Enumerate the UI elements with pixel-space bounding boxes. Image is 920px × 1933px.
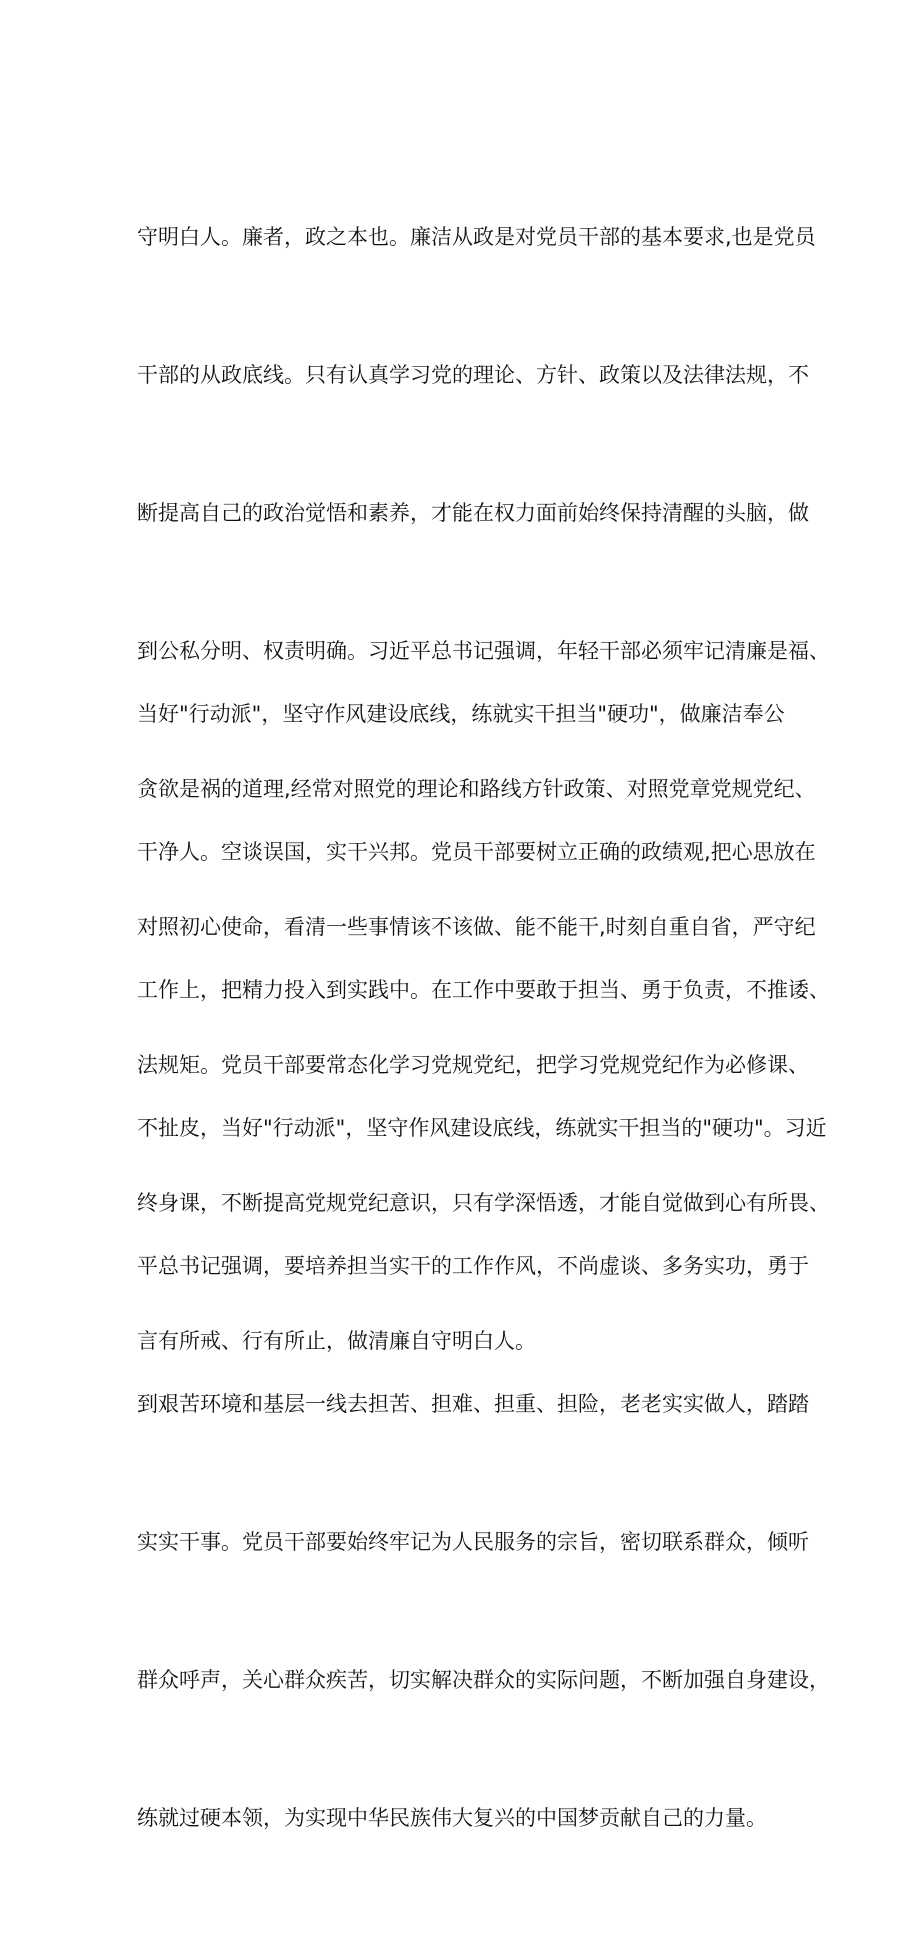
text-line: 守明白人。廉者，政之本也。廉洁从政是对党员干部的基本要求,也是党员 xyxy=(137,225,816,249)
text-line: 到艰苦环境和基层一线去担苦、担难、担重、担险，老老实实做人，踏踏 xyxy=(137,1392,809,1416)
text-line: 法规矩。党员干部要常态化学习党规党纪，把学习党规党纪作为必修课、 xyxy=(137,1053,809,1077)
text-line: 对照初心使命，看清一些事情该不该做、能不能干,时刻自重自省，严守纪 xyxy=(137,915,816,939)
text-line: 实实干事。党员干部要始终牢记为人民服务的宗旨，密切联系群众，倾听 xyxy=(137,1530,809,1554)
text-line: 不扯皮，当好"行动派"，坚守作风建设底线，练就实干担当的"硬功"。习近 xyxy=(137,1116,827,1140)
text-line: 工作上，把精力投入到实践中。在工作中要敢于担当、勇于负责，不推诿、 xyxy=(137,978,830,1002)
text-line: 断提高自己的政治觉悟和素养，才能在权力面前始终保持清醒的头脑，做 xyxy=(137,501,809,525)
text-line: 贪欲是祸的道理,经常对照党的理论和路线方针政策、对照党章党规党纪、 xyxy=(137,777,816,801)
text-line: 终身课，不断提高党规党纪意识，只有学深悟透，才能自觉做到心有所畏、 xyxy=(137,1191,830,1215)
text-line: 干部的从政底线。只有认真学习党的理论、方针、政策以及法律法规，不 xyxy=(137,363,809,387)
text-line: 言有所戒、行有所止，做清廉自守明白人。 xyxy=(137,1329,536,1353)
text-line: 到公私分明、权责明确。习近平总书记强调，年轻干部必须牢记清廉是福、 xyxy=(137,639,830,663)
text-line: 当好"行动派"，坚守作风建设底线，练就实干担当"硬功"，做廉洁奉公 xyxy=(137,702,785,726)
text-line: 平总书记强调，要培养担当实干的工作作风，不尚虚谈、多务实功，勇于 xyxy=(137,1254,809,1278)
text-line: 干净人。空谈误国，实干兴邦。党员干部要树立正确的政绩观,把心思放在 xyxy=(137,840,816,864)
text-line: 群众呼声，关心群众疾苦，切实解决群众的实际问题，不断加强自身建设， xyxy=(137,1668,830,1692)
paragraph-action xyxy=(137,599,830,1933)
text-line: 练就过硬本领，为实现中华民族伟大复兴的中国梦贡献自己的力量。 xyxy=(137,1806,767,1830)
